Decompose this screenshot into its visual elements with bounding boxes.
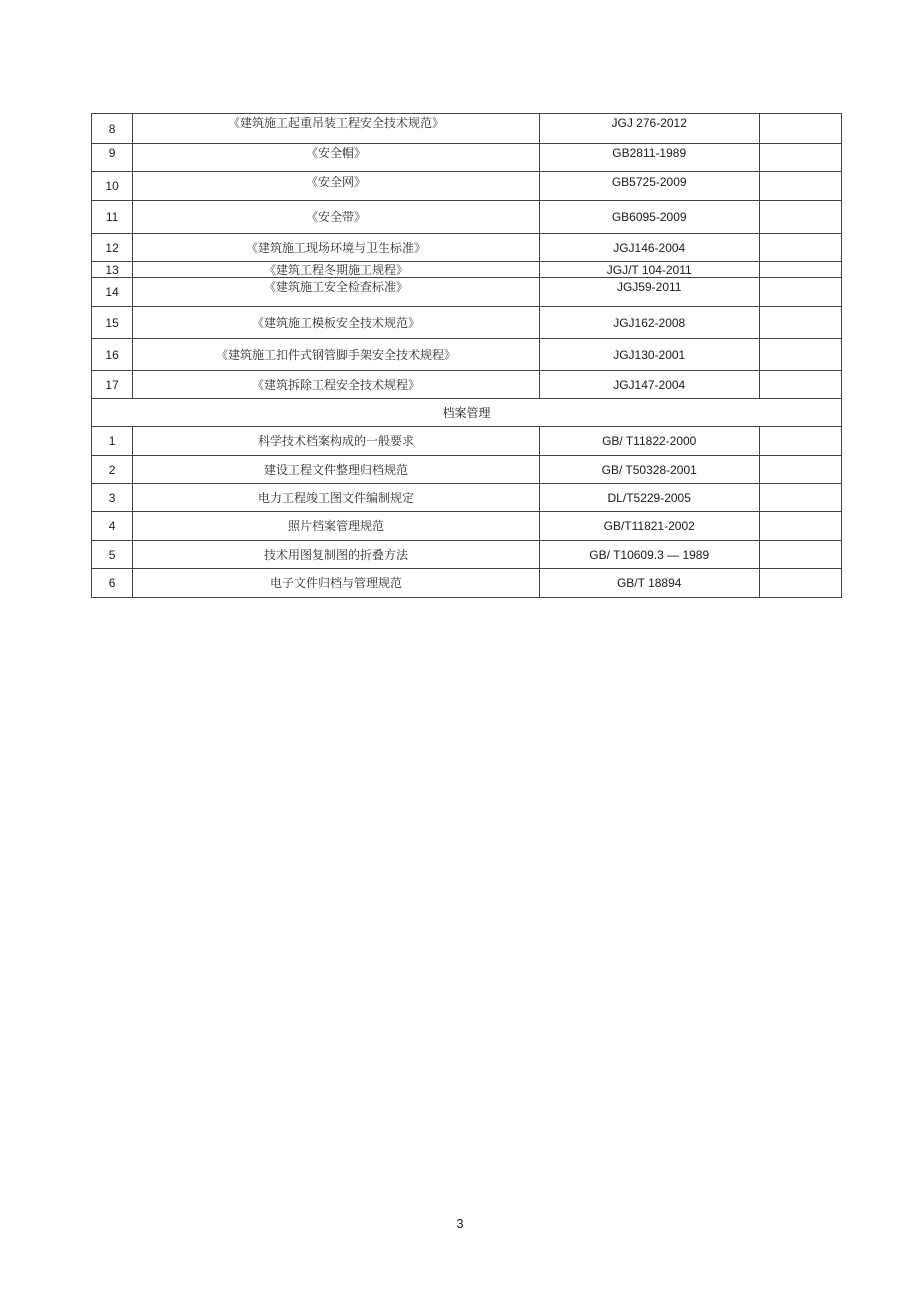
remarks-cell xyxy=(759,541,841,569)
row-number: 14 xyxy=(92,278,133,307)
row-number: 10 xyxy=(92,172,133,201)
standard-code: GB/T11821-2002 xyxy=(539,512,759,541)
standard-name: 电子文件归档与管理规范 xyxy=(133,569,540,598)
remarks-cell xyxy=(759,569,841,598)
remarks-cell xyxy=(759,234,841,262)
table-row xyxy=(92,234,842,262)
standard-name: 《建筑拆除工程安全技术规程》 xyxy=(133,371,540,399)
standard-code: JGJ146-2004 xyxy=(539,234,759,262)
table-row xyxy=(92,456,842,484)
remarks-cell xyxy=(759,512,841,541)
row-number: 11 xyxy=(92,201,133,234)
row-number: 6 xyxy=(92,569,133,598)
standard-code: GB/ T50328-2001 xyxy=(539,456,759,484)
row-number: 3 xyxy=(92,484,133,512)
remarks-cell xyxy=(759,339,841,371)
standard-name: 《建筑工程冬期施工规程》 xyxy=(133,262,540,278)
remarks-cell xyxy=(759,201,841,234)
section-title: 档案管理 xyxy=(92,399,842,427)
remarks-cell xyxy=(759,484,841,512)
standard-name: 照片档案管理规范 xyxy=(133,512,540,541)
table-row xyxy=(92,262,842,278)
standard-code: DL/T5229-2005 xyxy=(539,484,759,512)
row-number: 17 xyxy=(92,371,133,399)
remarks-cell xyxy=(759,371,841,399)
table-row xyxy=(92,144,842,172)
table-row xyxy=(92,278,842,307)
row-number: 12 xyxy=(92,234,133,262)
standard-name: 电力工程竣工图文件编制规定 xyxy=(133,484,540,512)
standard-name: 《建筑施工扣件式钢管脚手架安全技术规程》 xyxy=(133,339,540,371)
row-number: 9 xyxy=(92,144,133,172)
table-row xyxy=(92,114,842,144)
remarks-cell xyxy=(759,427,841,456)
table-row xyxy=(92,484,842,512)
standard-code: JGJ59-2011 xyxy=(539,278,759,307)
remarks-cell xyxy=(759,144,841,172)
row-number: 1 xyxy=(92,427,133,456)
standards-table xyxy=(91,113,842,598)
standard-name: 技术用图复制图的折叠方法 xyxy=(133,541,540,569)
remarks-cell xyxy=(759,307,841,339)
standard-code: JGJ/T 104-2011 xyxy=(539,262,759,278)
table-row xyxy=(92,371,842,399)
row-number: 16 xyxy=(92,339,133,371)
remarks-cell xyxy=(759,278,841,307)
standard-code: GB/ T11822-2000 xyxy=(539,427,759,456)
standard-name: 《安全带》 xyxy=(133,201,540,234)
standard-name: 建设工程文件整理归档规范 xyxy=(133,456,540,484)
row-number: 2 xyxy=(92,456,133,484)
standard-code: GB2811-1989 xyxy=(539,144,759,172)
row-number: 5 xyxy=(92,541,133,569)
table-row xyxy=(92,512,842,541)
remarks-cell xyxy=(759,262,841,278)
standard-code: GB6095-2009 xyxy=(539,201,759,234)
standard-name: 《建筑施工模板安全技术规范》 xyxy=(133,307,540,339)
page-number: 3 xyxy=(456,1216,464,1231)
table-row xyxy=(92,201,842,234)
table-row xyxy=(92,427,842,456)
standard-name: 《安全帽》 xyxy=(133,144,540,172)
remarks-cell xyxy=(759,172,841,201)
remarks-cell xyxy=(759,456,841,484)
standard-code: JGJ162-2008 xyxy=(539,307,759,339)
row-number: 8 xyxy=(92,114,133,144)
table-row xyxy=(92,569,842,598)
standard-code: JGJ 276-2012 xyxy=(539,114,759,144)
row-number: 13 xyxy=(92,262,133,278)
row-number: 15 xyxy=(92,307,133,339)
standard-code: JGJ130-2001 xyxy=(539,339,759,371)
remarks-cell xyxy=(759,114,841,144)
table-row xyxy=(92,307,842,339)
standard-name: 《安全网》 xyxy=(133,172,540,201)
standard-code: GB5725-2009 xyxy=(539,172,759,201)
table-row xyxy=(92,172,842,201)
section-header-row xyxy=(92,399,842,427)
table-row xyxy=(92,541,842,569)
standard-code: JGJ147-2004 xyxy=(539,371,759,399)
standard-name: 科学技术档案构成的一般要求 xyxy=(133,427,540,456)
table-row xyxy=(92,339,842,371)
standard-name: 《建筑施工起重吊装工程安全技术规范》 xyxy=(133,114,540,144)
row-number: 4 xyxy=(92,512,133,541)
standard-name: 《建筑施工现场环境与卫生标准》 xyxy=(133,234,540,262)
standard-name: 《建筑施工安全检查标准》 xyxy=(133,278,540,307)
standard-code: GB/ T10609.3 — 1989 xyxy=(539,541,759,569)
standard-code: GB/T 18894 xyxy=(539,569,759,598)
